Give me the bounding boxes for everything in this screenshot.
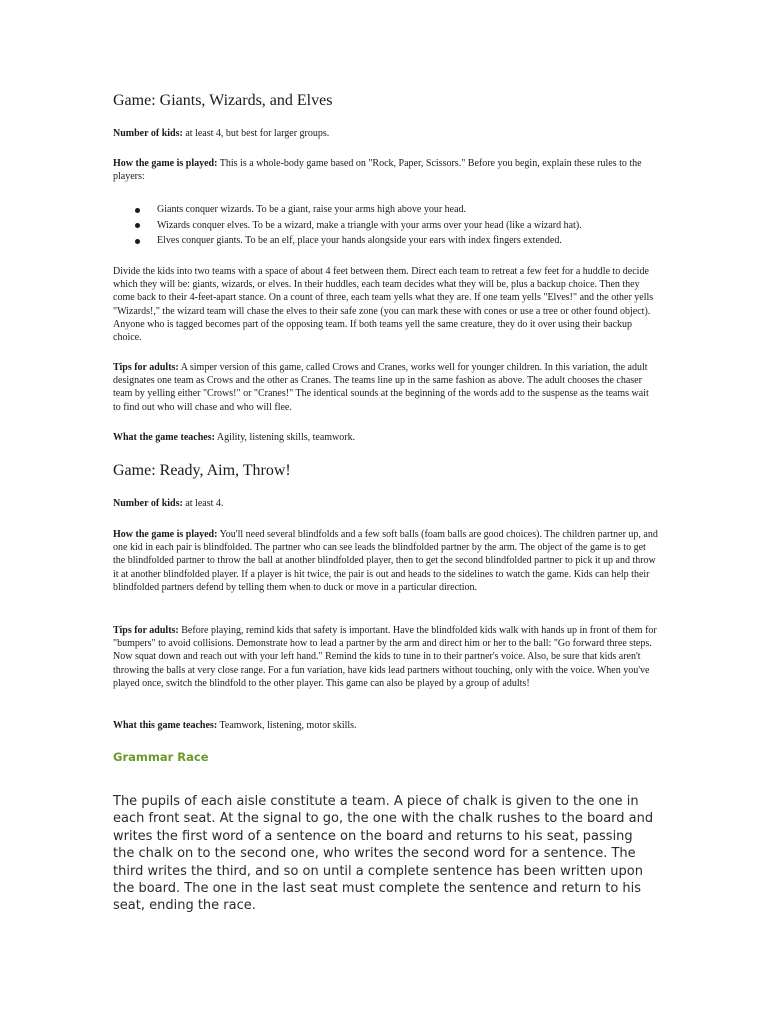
game2-how-text: You'll need several blindfolds and a few soft balls (foam balls are good choices). The children partner up, and one kid in each pair is blindfolded. The partner who can see leads the blindfolded partner by the arm. The object of the game is to get the blindfolded partner to throw the ball at another blindfolded player, then to get the second blindfolded partner to pick it up and throw it at another blindfolded player. If a player is hit twice, the pair is out and heads to the sidelines to watch the game. Kids can help their blindfolded partners defend by telling them when to duck or move in a particular direction. xyxy=(113,529,658,593)
game2-teaches-label: What this game teaches: xyxy=(113,720,218,731)
game1-teaches-label: What the game teaches: xyxy=(113,432,215,443)
bullet-icon xyxy=(135,223,140,228)
game1-title: Game: Giants, Wizards, and Elves xyxy=(113,92,333,109)
game1-tips xyxy=(113,361,658,414)
grammar-race-body: The pupils of each aisle constitute a team. A piece of chalk is given to the one in each front seat. At the signal to go, the one with the chalk rushes to the board and writes the first word of a sentence on the board and returns to his seat, passing the chalk on to the second one, who writes the second word for a sentence. The third writes the third, and so on until a complete sentence has been written upon the board. The one in the last seat must complete the sentence and return to his seat, ending the race. xyxy=(113,794,654,914)
game2-how xyxy=(113,528,658,594)
game1-tips-label: Tips for adults: xyxy=(113,362,179,373)
game1-kids xyxy=(113,127,658,140)
game1-divide: Divide the kids into two teams with a space of about 4 feet between them. Direct each team to retreat a few feet for a huddle to decide which they will be: giants, wizards, or elves. In their huddles, each team decides what they will be, plus a backup choice. Then they come back to their 4-feet-apart stance. On a count of three, each team yells what they are. If one team yells "Elves!" and the other yells "Wizards!," the wizard team will chase the elves to their safe zone (you can mark these with cones or use a tree or other found object). Anyone who is tagged becomes part of the opposing team. If both teams yell the same creature, they do it over using their backup choice. xyxy=(113,266,654,344)
list-item xyxy=(113,202,658,218)
list-item xyxy=(113,233,658,249)
game2-tips xyxy=(113,624,658,690)
grammar-race-title: Grammar Race xyxy=(113,750,209,764)
game2-kids xyxy=(113,497,658,510)
game1-teaches xyxy=(113,431,658,444)
game1-tips-text: A simper version of this game, called Crows and Cranes, works well for younger children. In this variation, the adult designates one team as Crows and the other as Cranes. The teams line up in the same fashion as above. The adult chooses the chaser team by yelling either "Crows!" or "Cranes!" The identical sounds at the beginning of the words add to the suspense as the teams wait to find out who will chase and who will flee. xyxy=(113,362,649,413)
game2-tips-text: Before playing, remind kids that safety is important. Have the blindfolded kids walk with hands up in front of them for "bumpers" to avoid collisions. Demonstrate how to lead a partner by the arm and direct him or her to the ball: "Go forward three steps. Now squat down and reach out with your left hand." Remind the kids to tune in to their partner's voice. Also, be sure that kids aren't throwing the balls at very close range. For a fun variation, have kids lead partners without touching, only with the voice. When you've played once, switch the blindfold to the other player. This game can also be played by a group of adults! xyxy=(113,625,657,689)
game1-kids-text: at least 4, but best for larger groups. xyxy=(182,128,330,139)
rule-text: Giants conquer wizards. To be a giant, raise your arms high above your head. xyxy=(157,204,467,215)
game2-kids-text: at least 4. xyxy=(182,498,224,509)
bullet-icon xyxy=(135,208,140,213)
game2-teaches-text: Teamwork, listening, motor skills. xyxy=(217,720,357,731)
game2-how-label: How the game is played: xyxy=(113,529,218,540)
bullet-icon xyxy=(135,239,140,244)
game1-how-text: This is a whole-body game based on "Rock, Paper, Scissors." Before you begin, explain these rules to the players: xyxy=(113,158,642,183)
game2-teaches xyxy=(113,719,658,732)
game1-kids-label: Number of kids: xyxy=(113,128,183,139)
game2-title: Game: Ready, Aim, Throw! xyxy=(113,462,291,479)
game1-rules-list xyxy=(113,202,658,249)
list-item xyxy=(113,218,658,234)
game2-kids-label: Number of kids: xyxy=(113,498,183,509)
game1-teaches-text: Agility, listening skills, teamwork. xyxy=(214,432,356,443)
rule-text: Wizards conquer elves. To be a wizard, make a triangle with your arms over your head (like a wizard hat). xyxy=(157,219,582,231)
game1-how-label: How the game is played: xyxy=(113,158,218,169)
rule-text: Elves conquer giants. To be an elf, place your hands alongside your ears with index fingers extended. xyxy=(157,235,562,246)
game2-tips-label: Tips for adults: xyxy=(113,625,179,636)
game1-how xyxy=(113,157,658,183)
